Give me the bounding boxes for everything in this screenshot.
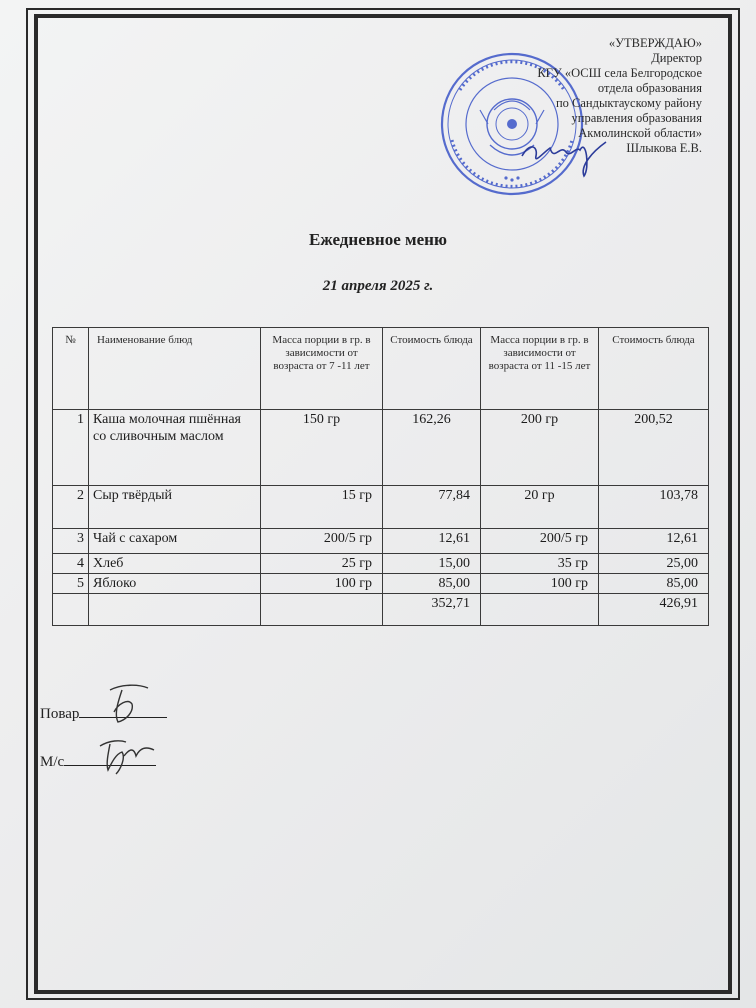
approval-line: «УТВЕРЖДАЮ» bbox=[608, 36, 702, 50]
header-price-7-11: Стоимость блюда bbox=[383, 328, 481, 410]
price-7-11: 85,00 bbox=[383, 574, 481, 594]
row-number: 5 bbox=[53, 574, 89, 594]
approval-line: по Сандыктаускому району bbox=[555, 96, 702, 110]
table-row bbox=[53, 486, 709, 529]
dish-name: Каша молочная пшённая со сливочным маслом bbox=[89, 410, 261, 486]
dish-name: Яблоко bbox=[89, 574, 261, 594]
price-11-15: 103,78 bbox=[599, 486, 709, 529]
cook-signature bbox=[104, 682, 154, 726]
price-7-11: 12,61 bbox=[383, 529, 481, 554]
approval-line: управления образования bbox=[571, 111, 702, 125]
header-dish-name: Наименование блюд bbox=[89, 328, 261, 410]
table-row bbox=[53, 529, 709, 554]
approval-line: Акмолинской области» bbox=[578, 126, 702, 140]
mass-7-11: 200/5 гр bbox=[261, 529, 383, 554]
table-total-row bbox=[53, 594, 709, 626]
header-number: № bbox=[53, 328, 89, 410]
nurse-label: М/с bbox=[40, 754, 65, 770]
nurse-signature bbox=[96, 734, 160, 776]
price-7-11: 15,00 bbox=[383, 554, 481, 574]
dish-name: Хлеб bbox=[89, 554, 261, 574]
approval-line: Директор bbox=[651, 51, 702, 65]
table-header-row bbox=[53, 328, 709, 410]
approval-line: отдела образования bbox=[597, 81, 702, 95]
mass-11-15: 200/5 гр bbox=[481, 529, 599, 554]
price-11-15: 12,61 bbox=[599, 529, 709, 554]
header-mass-11-15: Масса порции в гр. в зависимости от возраста от 11 -15 лет bbox=[481, 328, 599, 410]
price-7-11: 77,84 bbox=[383, 486, 481, 529]
table-row bbox=[53, 574, 709, 594]
header-price-11-15: Стоимость блюда bbox=[599, 328, 709, 410]
mass-11-15: 20 гр bbox=[481, 486, 599, 529]
mass-7-11: 15 гр bbox=[261, 486, 383, 529]
table-row bbox=[53, 410, 709, 486]
mass-11-15: 200 гр bbox=[481, 410, 599, 486]
menu-table bbox=[52, 327, 709, 626]
header-mass-7-11: Масса порции в гр. в зависимости от возраста от 7 -11 лет bbox=[261, 328, 383, 410]
price-11-15: 25,00 bbox=[599, 554, 709, 574]
mass-7-11: 150 гр bbox=[261, 410, 383, 486]
price-11-15: 200,52 bbox=[599, 410, 709, 486]
table-row bbox=[53, 554, 709, 574]
mass-7-11: 25 гр bbox=[261, 554, 383, 574]
mass-11-15: 35 гр bbox=[481, 554, 599, 574]
row-number: 2 bbox=[53, 486, 89, 529]
total-price-11-15: 426,91 bbox=[599, 594, 709, 626]
approval-line: КГУ «ОСШ села Белгородское bbox=[537, 66, 702, 80]
mass-7-11: 100 гр bbox=[261, 574, 383, 594]
document-date: 21 апреля 2025 г. bbox=[322, 278, 434, 294]
dish-name: Чай с сахаром bbox=[89, 529, 261, 554]
price-7-11: 162,26 bbox=[383, 410, 481, 486]
cook-label: Повар bbox=[40, 706, 80, 722]
price-11-15: 85,00 bbox=[599, 574, 709, 594]
approval-line: Шлыкова Е.В. bbox=[626, 141, 702, 155]
mass-11-15: 100 гр bbox=[481, 574, 599, 594]
total-price-7-11: 352,71 bbox=[383, 594, 481, 626]
document-title: Ежедневное меню bbox=[309, 230, 447, 249]
dish-name: Сыр твёрдый bbox=[89, 486, 261, 529]
approval-block bbox=[442, 36, 702, 156]
row-number: 1 bbox=[53, 410, 89, 486]
row-number: 4 bbox=[53, 554, 89, 574]
row-number: 3 bbox=[53, 529, 89, 554]
